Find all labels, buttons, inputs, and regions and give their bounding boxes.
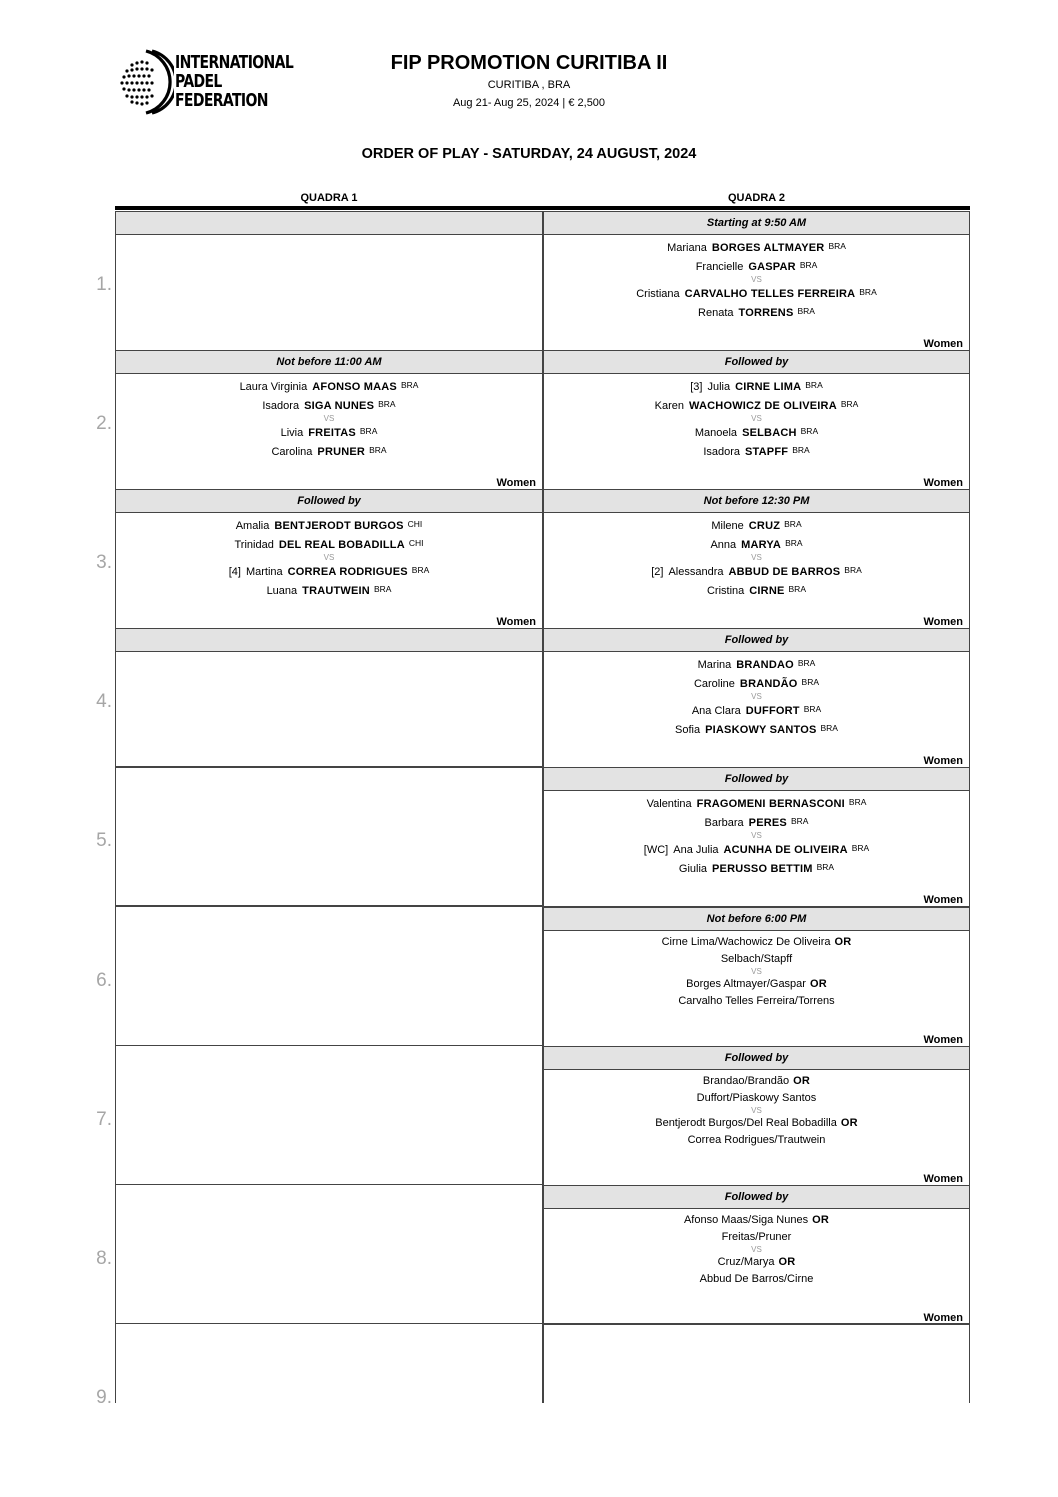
player-line bbox=[544, 720, 969, 739]
player-last-name: CORREA RODRIGUES bbox=[287, 566, 408, 579]
match-time-header: Not before 12:30 PM bbox=[543, 489, 970, 513]
or-label: OR bbox=[809, 977, 827, 990]
versus-label: VS bbox=[751, 692, 762, 702]
player-nationality: BRA bbox=[844, 565, 862, 576]
pair-names: Correa Rodrigues/Trautwein bbox=[687, 1133, 826, 1146]
match-cell bbox=[543, 1046, 970, 1185]
player-nationality: BRA bbox=[369, 445, 387, 456]
pair-line bbox=[544, 1115, 969, 1132]
match-category: Women bbox=[496, 616, 536, 629]
player-line bbox=[544, 581, 969, 600]
player-first-name: Isadora bbox=[703, 446, 741, 459]
row-number: 5. bbox=[96, 830, 112, 852]
player-last-name: AFONSO MAAS bbox=[312, 381, 397, 394]
player-last-name: PRUNER bbox=[317, 446, 366, 459]
pair-line bbox=[544, 976, 969, 993]
match-body bbox=[543, 1209, 970, 1325]
pair-line bbox=[544, 1229, 969, 1246]
player-line bbox=[116, 535, 542, 554]
match-players bbox=[544, 377, 969, 461]
row-number: 4. bbox=[96, 691, 112, 713]
pair-line bbox=[544, 1212, 969, 1229]
player-last-name: STAPFF bbox=[745, 446, 789, 459]
player-nationality: CHI bbox=[407, 519, 423, 530]
match-time-header: Followed by bbox=[543, 767, 970, 791]
match-category: Women bbox=[923, 1172, 963, 1185]
match-cell bbox=[543, 489, 970, 628]
match-time-header: Not before 11:00 AM bbox=[115, 350, 543, 374]
match-category: Women bbox=[923, 338, 963, 351]
player-seed: [4] bbox=[228, 566, 241, 579]
player-first-name: Livia bbox=[280, 427, 304, 440]
player-last-name: MARYA bbox=[741, 539, 782, 552]
player-line bbox=[544, 674, 969, 693]
match-category: Women bbox=[923, 894, 963, 907]
player-nationality: BRA bbox=[378, 399, 396, 410]
empty-match-cell bbox=[115, 1045, 543, 1185]
empty-match-cell bbox=[115, 766, 543, 906]
player-line bbox=[544, 813, 969, 832]
player-last-name: TORRENS bbox=[738, 307, 794, 319]
pair-line bbox=[544, 1271, 969, 1288]
pair-line bbox=[544, 951, 969, 968]
versus-label: VS bbox=[751, 1105, 762, 1115]
pair-names: Freitas/Pruner bbox=[721, 1230, 792, 1243]
player-nationality: BRA bbox=[828, 241, 846, 251]
match-players bbox=[116, 377, 542, 461]
pair-names: Bentjerodt Burgos/Del Real Bobadilla bbox=[655, 1116, 837, 1129]
match-category: Women bbox=[923, 1033, 963, 1046]
player-line bbox=[544, 377, 969, 396]
player-nationality: BRA bbox=[800, 426, 819, 437]
match-cell bbox=[115, 350, 543, 489]
player-first-name: Marina bbox=[697, 659, 732, 672]
match-cell bbox=[543, 350, 970, 489]
logo-line: FEDERATION bbox=[175, 91, 268, 111]
player-nationality: BRA bbox=[785, 538, 803, 549]
player-last-name: CIRNE LIMA bbox=[735, 381, 802, 394]
player-first-name: Anna bbox=[710, 539, 737, 552]
pair-names: Abbud De Barros/Cirne bbox=[699, 1272, 814, 1285]
player-first-name: Barbara bbox=[704, 817, 744, 830]
row-number: 1. bbox=[96, 274, 112, 295]
pair-line bbox=[544, 1132, 969, 1149]
row-number: 6. bbox=[96, 969, 112, 991]
match-players bbox=[544, 238, 969, 322]
pair-line bbox=[544, 993, 969, 1010]
empty-match-cell bbox=[115, 1323, 543, 1403]
player-first-name: Amalia bbox=[235, 520, 270, 533]
order-of-play-title: ORDER OF PLAY - SATURDAY, 24 AUGUST, 2024 bbox=[361, 146, 697, 162]
player-first-name: Julia bbox=[707, 381, 731, 394]
match-body bbox=[543, 791, 970, 907]
player-last-name: ACUNHA DE OLIVEIRA bbox=[723, 844, 848, 857]
row-number: 9. bbox=[96, 1386, 112, 1408]
row-number: 8. bbox=[96, 1247, 112, 1269]
fip-logo bbox=[118, 48, 294, 118]
event-dates: Aug 21- Aug 25, 2024 | € 2,500 bbox=[452, 97, 606, 109]
player-seed: [2] bbox=[651, 566, 664, 579]
player-line bbox=[544, 535, 969, 554]
player-nationality: BRA bbox=[400, 380, 419, 391]
pair-names: Cirne Lima/Wachowicz De Oliveira bbox=[661, 935, 831, 948]
schedule-top-rule bbox=[115, 206, 970, 210]
player-nationality: BRA bbox=[805, 380, 823, 391]
match-body bbox=[115, 652, 543, 768]
match-category: Women bbox=[923, 1311, 963, 1324]
match-time-header bbox=[115, 211, 543, 235]
player-last-name: BRANDAO bbox=[736, 659, 794, 672]
match-body bbox=[115, 235, 543, 351]
row-number: 7. bbox=[96, 1108, 112, 1130]
player-last-name: DEL REAL BOBADILLA bbox=[278, 539, 405, 552]
player-line bbox=[116, 516, 542, 535]
player-line bbox=[116, 377, 542, 396]
player-line bbox=[116, 562, 542, 581]
player-line bbox=[544, 396, 969, 415]
match-body bbox=[115, 374, 543, 490]
match-players bbox=[544, 655, 969, 739]
match-cell bbox=[115, 489, 543, 628]
player-first-name: Ana Clara bbox=[691, 705, 741, 718]
logo-wordmark bbox=[175, 54, 293, 111]
player-first-name: Valentina bbox=[646, 798, 692, 811]
player-last-name: CIRNE bbox=[749, 585, 785, 598]
player-line bbox=[544, 794, 969, 813]
player-last-name: BRANDÃO bbox=[739, 678, 798, 691]
versus-label: VS bbox=[323, 414, 335, 424]
player-last-name: PERUSSO BETTIM bbox=[712, 863, 813, 876]
player-nationality: BRA bbox=[788, 584, 806, 595]
match-category: Women bbox=[496, 477, 536, 490]
match-body bbox=[543, 235, 970, 351]
player-nationality: BRA bbox=[848, 797, 867, 808]
match-time-header bbox=[115, 628, 543, 652]
match-time-header: Starting at 9:50 AM bbox=[543, 211, 970, 235]
player-last-name: WACHOWICZ DE OLIVEIRA bbox=[689, 400, 837, 413]
empty-match-cell bbox=[115, 1184, 543, 1324]
pair-line bbox=[544, 1254, 969, 1271]
player-last-name: DUFFORT bbox=[745, 705, 800, 718]
player-nationality: BRA bbox=[797, 658, 816, 669]
match-cell bbox=[543, 1185, 970, 1324]
pair-line bbox=[544, 1073, 969, 1090]
player-first-name: Luana bbox=[266, 585, 298, 598]
player-nationality: BRA bbox=[851, 843, 870, 854]
player-nationality: BRA bbox=[797, 306, 815, 316]
event-location: CURITIBA , BRA bbox=[487, 79, 571, 91]
match-category: Women bbox=[923, 755, 963, 768]
player-last-name: TRAUTWEIN bbox=[302, 585, 370, 598]
player-first-name: Francielle bbox=[695, 261, 744, 273]
match-time-header: Followed by bbox=[543, 350, 970, 374]
player-last-name: CRUZ bbox=[748, 520, 781, 533]
player-first-name: Manoela bbox=[694, 427, 738, 440]
empty-match-cell bbox=[115, 906, 543, 1046]
player-line bbox=[116, 396, 542, 415]
player-last-name: BENTJERODT BURGOS bbox=[274, 520, 404, 533]
player-first-name: Martina bbox=[245, 566, 283, 579]
player-line bbox=[544, 257, 969, 276]
player-first-name: Sofia bbox=[675, 724, 701, 737]
player-first-name: Caroline bbox=[693, 678, 735, 691]
match-players bbox=[544, 1212, 969, 1288]
or-label: OR bbox=[793, 1074, 811, 1087]
pair-names: Cruz/Marya bbox=[717, 1255, 775, 1268]
or-label: OR bbox=[834, 935, 852, 948]
player-first-name: Alessandra bbox=[668, 566, 724, 579]
player-line bbox=[544, 701, 969, 720]
versus-label: VS bbox=[751, 966, 762, 976]
player-first-name: Karen bbox=[654, 400, 685, 413]
match-body bbox=[543, 513, 970, 629]
player-first-name: Cristina bbox=[706, 585, 745, 598]
match-time-header: Followed by bbox=[543, 1185, 970, 1209]
player-last-name: FREITAS bbox=[308, 427, 356, 440]
match-body bbox=[543, 652, 970, 768]
player-nationality: BRA bbox=[799, 260, 818, 270]
player-first-name: Mariana bbox=[667, 242, 707, 254]
player-line bbox=[544, 238, 969, 257]
versus-label: VS bbox=[751, 553, 762, 563]
logo-line: INTERNATIONAL bbox=[175, 53, 294, 73]
pair-names: Duffort/Piaskowy Santos bbox=[696, 1091, 817, 1104]
player-last-name: GASPAR bbox=[748, 261, 796, 273]
player-first-name: Laura Virginia bbox=[239, 381, 308, 394]
player-last-name: SELBACH bbox=[742, 427, 797, 440]
match-cell bbox=[543, 767, 970, 906]
player-first-name: Isadora bbox=[262, 400, 300, 413]
pair-names: Afonso Maas/Siga Nunes bbox=[683, 1213, 809, 1226]
player-line bbox=[544, 423, 969, 442]
pair-line bbox=[544, 934, 969, 951]
or-label: OR bbox=[812, 1213, 830, 1226]
player-nationality: BRA bbox=[790, 816, 809, 827]
event-title: FIP PROMOTION CURITIBA II bbox=[390, 52, 668, 74]
logo-line: PADEL bbox=[175, 72, 222, 92]
match-players bbox=[544, 516, 969, 600]
court-header-quadra-1: QUADRA 1 bbox=[300, 192, 358, 204]
match-cell bbox=[543, 907, 970, 1046]
match-category: Women bbox=[923, 477, 963, 490]
match-time-header: Followed by bbox=[543, 628, 970, 652]
player-nationality: BRA bbox=[411, 565, 430, 576]
player-nationality: BRA bbox=[792, 445, 810, 456]
or-label: OR bbox=[778, 1255, 796, 1268]
player-first-name: Cristiana bbox=[636, 288, 680, 300]
player-first-name: Carolina bbox=[271, 446, 313, 459]
or-label: OR bbox=[840, 1116, 858, 1129]
player-line bbox=[544, 442, 969, 461]
player-line bbox=[116, 442, 542, 461]
versus-label: VS bbox=[751, 275, 762, 284]
player-first-name: Ana Julia bbox=[673, 844, 719, 857]
player-seed: [WC] bbox=[643, 844, 669, 857]
player-last-name: PERES bbox=[748, 817, 787, 830]
player-line bbox=[544, 284, 969, 303]
court-header-quadra-2: QUADRA 2 bbox=[727, 192, 786, 204]
versus-label: VS bbox=[323, 553, 335, 563]
player-nationality: BRA bbox=[373, 584, 392, 595]
match-players bbox=[544, 794, 969, 878]
match-time-header: Not before 6:00 PM bbox=[543, 907, 970, 931]
player-first-name: Giulia bbox=[678, 863, 708, 876]
match-body bbox=[543, 374, 970, 490]
player-first-name: Trinidad bbox=[234, 539, 274, 552]
versus-label: VS bbox=[751, 414, 762, 424]
match-category: Women bbox=[923, 616, 963, 629]
player-nationality: BRA bbox=[801, 677, 820, 688]
versus-label: VS bbox=[751, 1244, 762, 1254]
empty-match-cell bbox=[543, 1323, 970, 1403]
player-nationality: BRA bbox=[784, 519, 802, 530]
row-number: 3. bbox=[96, 552, 112, 574]
player-last-name: PIASKOWY SANTOS bbox=[705, 724, 817, 737]
player-nationality: CHI bbox=[408, 538, 424, 549]
match-time-header: Followed by bbox=[115, 489, 543, 513]
player-line bbox=[544, 859, 969, 878]
player-last-name: ABBUD DE BARROS bbox=[728, 566, 841, 579]
player-last-name: FRAGOMENI BERNASCONI bbox=[696, 798, 845, 811]
player-line bbox=[544, 516, 969, 535]
match-body bbox=[543, 931, 970, 1047]
match-body bbox=[115, 513, 543, 629]
player-nationality: BRA bbox=[359, 426, 378, 437]
match-cell bbox=[115, 628, 543, 767]
player-first-name: Milene bbox=[711, 520, 744, 533]
player-line bbox=[116, 423, 542, 442]
match-body bbox=[543, 1070, 970, 1186]
player-line bbox=[544, 303, 969, 322]
match-players bbox=[544, 934, 969, 1010]
player-nationality: BRA bbox=[840, 399, 859, 410]
player-line bbox=[544, 840, 969, 859]
player-nationality: BRA bbox=[803, 704, 822, 715]
player-nationality: BRA bbox=[816, 862, 835, 873]
player-nationality: BRA bbox=[820, 723, 838, 734]
player-nationality: BRA bbox=[859, 287, 877, 297]
pair-names: Carvalho Telles Ferreira/Torrens bbox=[678, 994, 835, 1007]
player-last-name: SIGA NUNES bbox=[304, 400, 375, 413]
padel-ball-icon bbox=[118, 48, 174, 118]
player-first-name: Renata bbox=[698, 307, 734, 319]
player-line bbox=[116, 581, 542, 600]
row-number: 2. bbox=[96, 413, 112, 435]
match-cell bbox=[115, 211, 543, 350]
pair-line bbox=[544, 1090, 969, 1107]
match-cell bbox=[543, 211, 970, 350]
player-line bbox=[544, 655, 969, 674]
player-line bbox=[544, 562, 969, 581]
match-players bbox=[544, 1073, 969, 1149]
match-cell bbox=[543, 628, 970, 767]
pair-names: Brandao/Brandão bbox=[702, 1074, 790, 1087]
versus-label: VS bbox=[751, 831, 762, 841]
pair-names: Selbach/Stapff bbox=[720, 952, 793, 965]
player-seed: [3] bbox=[690, 381, 703, 394]
player-last-name: BORGES ALTMAYER bbox=[711, 242, 825, 254]
player-last-name: CARVALHO TELLES FERREIRA bbox=[684, 288, 856, 300]
match-players bbox=[116, 516, 542, 600]
pair-names: Borges Altmayer/Gaspar bbox=[686, 977, 806, 990]
match-time-header: Followed by bbox=[543, 1046, 970, 1070]
